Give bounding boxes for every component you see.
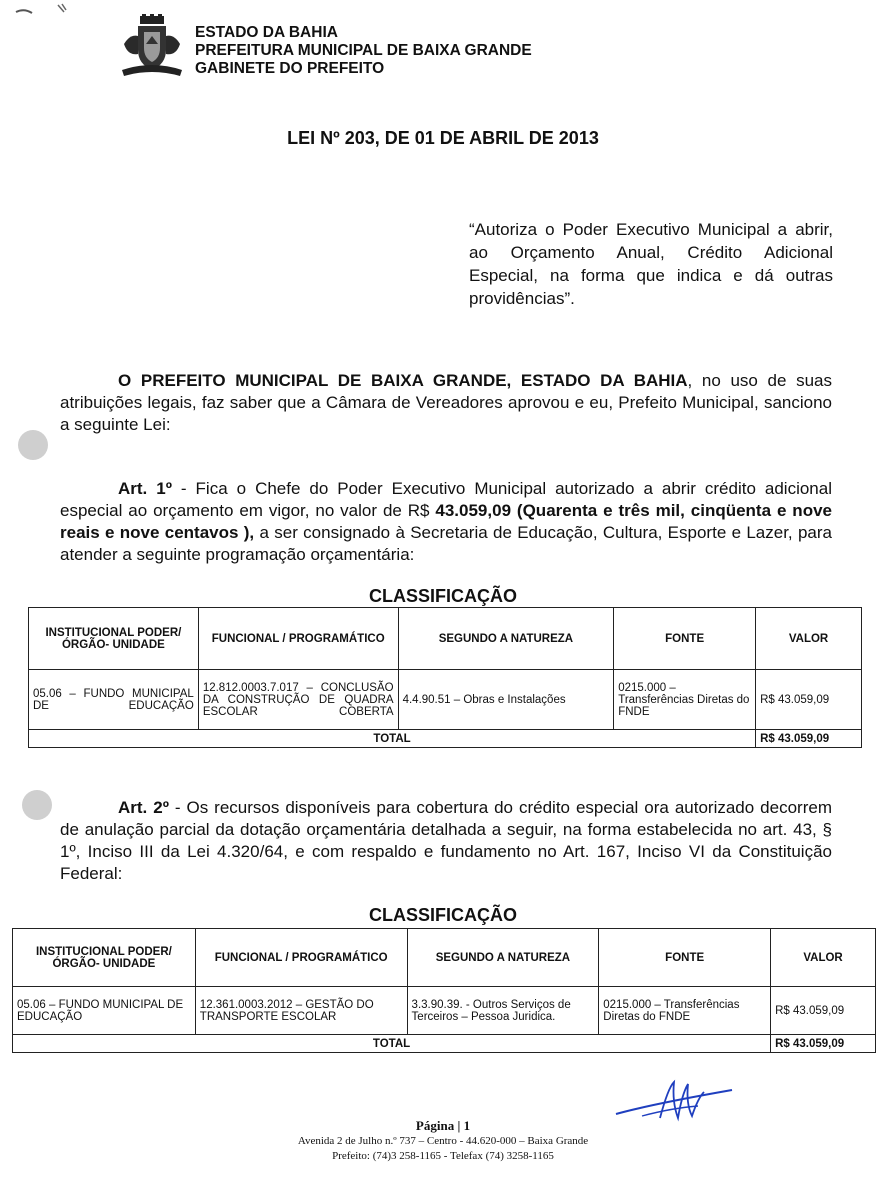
header-fonte: FONTE xyxy=(614,608,756,670)
table-row xyxy=(29,670,862,730)
table-header-row xyxy=(29,608,862,670)
page-number: Página | 1 xyxy=(415,1118,471,1133)
footer-address: Avenida 2 de Julho n.º 737 – Centro - 44.620-000 – Baixa Grande xyxy=(297,1135,589,1147)
law-title: LEI Nº 203, DE 01 DE ABRIL DE 2013 xyxy=(287,128,599,148)
header-institucional: INSTITUCIONAL PODER/ÓRGÃO- UNIDADE xyxy=(29,608,199,670)
office-name: GABINETE DO PREFEITO xyxy=(195,60,385,77)
total-value: R$ 43.059,09 xyxy=(771,1035,876,1053)
article-1-amount: 43.059,09 (Quarenta e três mil, cinqüenta e nove reais e nove centavos ), xyxy=(60,501,832,542)
preamble-bold: O PREFEITO MUNICIPAL DE BAIXA GRANDE, ESTADO DA BAHIA xyxy=(118,371,688,390)
cell-natureza: 3.3.90.39. - Outros Serviços de Terceiros – Pessoa Juridica. xyxy=(407,987,599,1035)
article-1-paragraph xyxy=(60,478,832,566)
table-1-caption: CLASSIFICAÇÃO xyxy=(369,586,517,606)
table-2-caption: CLASSIFICAÇÃO xyxy=(369,905,517,925)
footer-phones: Prefeito: (74)3 258-1165 - Telefax (74) 3258-1165 xyxy=(332,1150,554,1162)
cell-valor: R$ 43.059,09 xyxy=(756,670,862,730)
total-label: TOTAL xyxy=(13,1035,771,1053)
article-2-paragraph xyxy=(60,797,832,885)
classification-table-2 xyxy=(12,928,876,1053)
header-valor: VALOR xyxy=(756,608,862,670)
state-name: ESTADO DA BAHIA xyxy=(195,24,338,41)
table-row xyxy=(13,987,876,1035)
article-1-label: Art. 1º xyxy=(118,479,172,498)
article-1-text-1: - Fica o Chefe do Poder Executivo Municipal autorizado a abrir crédito adicional especial ao orçamento em vigor, no valor de R$ xyxy=(60,479,832,520)
cell-fonte: 0215.000 – Transferências Diretas do FNDE xyxy=(599,987,771,1035)
scan-speck xyxy=(14,2,74,18)
municipality-name: PREFEITURA MUNICIPAL DE BAIXA GRANDE xyxy=(195,42,532,59)
cell-natureza: 4.4.90.51 – Obras e Instalações xyxy=(398,670,614,730)
table-total-row xyxy=(13,1035,876,1053)
cell-valor: R$ 43.059,09 xyxy=(771,987,876,1035)
preamble-paragraph xyxy=(60,370,832,436)
cell-funcional: 12.361.0003.2012 – GESTÃO DO TRANSPORTE ESCOLAR xyxy=(195,987,407,1035)
header-natureza: SEGUNDO A NATUREZA xyxy=(398,608,614,670)
cell-fonte: 0215.000 – Transferências Diretas do FNDE xyxy=(614,670,756,730)
header-natureza: SEGUNDO A NATUREZA xyxy=(407,929,599,987)
ementa: “Autoriza o Poder Executivo Municipal a abrir, ao Orçamento Anual, Crédito Adicional Especial, na forma que indica e dá outras providências”. xyxy=(469,220,833,308)
classification-table-1 xyxy=(28,607,862,748)
punch-hole xyxy=(18,430,48,460)
header-fonte: FONTE xyxy=(599,929,771,987)
article-2-label: Art. 2º xyxy=(118,798,169,817)
total-value: R$ 43.059,09 xyxy=(756,730,862,748)
header-funcional: FUNCIONAL / PROGRAMÁTICO xyxy=(198,608,398,670)
cell-institucional: 05.06 – FUNDO MUNICIPAL DE EDUCAÇÃO xyxy=(29,670,199,730)
article-2-text: - Os recursos disponíveis para cobertura do crédito especial ora autorizado decorrem de anulação parcial da dotação orçamentária detalhada a seguir, na forma estabelecida no art. 43, § 1º, Inciso III da Lei 4.320/64, e com respaldo e fundamento no Art. 167, Inciso VI da Constituição Federal: xyxy=(60,798,832,883)
total-label: TOTAL xyxy=(29,730,756,748)
article-1-text-2: a ser consignado à Secretaria de Educação, Cultura, Esporte e Lazer, para atender a seguinte programação orçamentária: xyxy=(60,523,832,564)
header-funcional: FUNCIONAL / PROGRAMÁTICO xyxy=(195,929,407,987)
header-institucional: INSTITUCIONAL PODER/ÓRGÃO- UNIDADE xyxy=(13,929,196,987)
preamble-text: , no uso de suas atribuições legais, faz saber que a Câmara de Vereadores aprovou e eu, Prefeito Municipal, sanciono a seguinte Lei: xyxy=(60,371,832,434)
cell-funcional: 12.812.0003.7.017 – CONCLUSÃO DA CONSTRUÇÃO DE QUADRA ESCOLAR COBERTA xyxy=(198,670,398,730)
letterhead xyxy=(195,24,532,78)
table-header-row xyxy=(13,929,876,987)
table-total-row xyxy=(29,730,862,748)
header-valor: VALOR xyxy=(771,929,876,987)
punch-hole xyxy=(22,790,52,820)
page-footer xyxy=(0,1118,886,1164)
coat-of-arms-icon xyxy=(120,14,184,78)
cell-institucional: 05.06 – FUNDO MUNICIPAL DE EDUCAÇÃO xyxy=(13,987,196,1035)
